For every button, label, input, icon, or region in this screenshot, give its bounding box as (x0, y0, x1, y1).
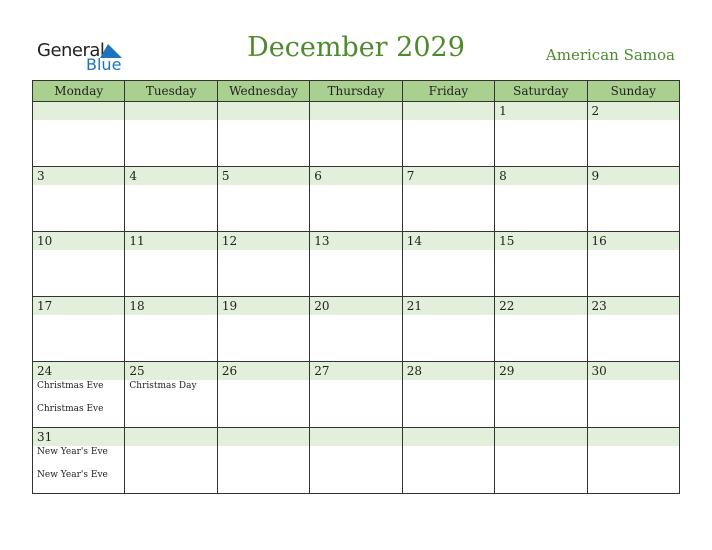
day-cell (495, 428, 587, 494)
day-number (403, 102, 494, 120)
week-row (33, 102, 680, 167)
day-cell (402, 297, 494, 362)
day-number: 12 (218, 232, 309, 250)
day-cell (125, 102, 217, 167)
day-number: 17 (33, 297, 124, 315)
day-cell (125, 428, 217, 494)
day-number: 11 (125, 232, 216, 250)
day-cell (217, 297, 309, 362)
day-number (218, 102, 309, 120)
day-number: 14 (403, 232, 494, 250)
day-number: 27 (310, 362, 401, 380)
day-cell (33, 167, 125, 232)
day-cell (402, 428, 494, 494)
day-cell (217, 102, 309, 167)
holiday-event: New Year's Eve (37, 470, 108, 480)
day-cell (310, 362, 402, 428)
day-number: 2 (588, 102, 679, 120)
day-cell (310, 428, 402, 494)
day-number: 20 (310, 297, 401, 315)
weekday-header: Monday (33, 81, 125, 102)
day-cell (217, 167, 309, 232)
region-label: American Samoa (545, 46, 675, 64)
day-number: 10 (33, 232, 124, 250)
day-number: 19 (218, 297, 309, 315)
brand-word-general: General (37, 40, 105, 61)
holiday-event: Christmas Eve (37, 404, 104, 414)
holiday-event: Christmas Eve (37, 381, 104, 391)
day-number (218, 428, 309, 446)
day-cell (587, 102, 679, 167)
day-number: 18 (125, 297, 216, 315)
day-cell (587, 232, 679, 297)
day-cell (310, 167, 402, 232)
day-number (125, 102, 216, 120)
day-cell (310, 297, 402, 362)
day-cell (217, 428, 309, 494)
day-number: 28 (403, 362, 494, 380)
day-number: 22 (495, 297, 586, 315)
calendar-grid (32, 80, 680, 494)
holiday-event: Christmas Day (129, 381, 197, 391)
weekday-header: Sunday (587, 81, 679, 102)
day-number: 26 (218, 362, 309, 380)
day-number (310, 428, 401, 446)
day-cell (125, 297, 217, 362)
day-cell (587, 362, 679, 428)
week-row (33, 232, 680, 297)
day-cell (587, 428, 679, 494)
day-cell (495, 362, 587, 428)
day-number: 16 (588, 232, 679, 250)
day-cell (310, 102, 402, 167)
weekday-header: Tuesday (125, 81, 217, 102)
day-number: 23 (588, 297, 679, 315)
week-row (33, 167, 680, 232)
calendar-title: December 2029 (247, 32, 465, 63)
day-number: 25 (125, 362, 216, 380)
weekday-header: Thursday (310, 81, 402, 102)
weekday-header: Wednesday (217, 81, 309, 102)
day-number (310, 102, 401, 120)
day-cell (217, 232, 309, 297)
holiday-event: New Year's Eve (37, 447, 108, 457)
event-list (125, 381, 216, 392)
day-number: 4 (125, 167, 216, 185)
day-cell (125, 362, 217, 428)
day-cell (217, 362, 309, 428)
day-number: 15 (495, 232, 586, 250)
day-number (403, 428, 494, 446)
day-number (33, 102, 124, 120)
day-cell (125, 232, 217, 297)
day-cell (402, 232, 494, 297)
day-cell (33, 102, 125, 167)
day-number (125, 428, 216, 446)
day-number: 7 (403, 167, 494, 185)
day-number: 21 (403, 297, 494, 315)
event-list (33, 381, 124, 415)
day-cell (495, 297, 587, 362)
day-number: 8 (495, 167, 586, 185)
day-number: 29 (495, 362, 586, 380)
day-number: 9 (588, 167, 679, 185)
day-cell (33, 297, 125, 362)
day-number: 31 (33, 428, 124, 446)
day-number: 13 (310, 232, 401, 250)
day-cell (587, 297, 679, 362)
day-number: 30 (588, 362, 679, 380)
day-cell (33, 428, 125, 494)
day-cell (33, 362, 125, 428)
weekday-header: Saturday (495, 81, 587, 102)
day-cell (495, 102, 587, 167)
day-number: 1 (495, 102, 586, 120)
weekday-header-row (33, 81, 680, 102)
event-list (33, 447, 124, 481)
day-number: 6 (310, 167, 401, 185)
day-cell (125, 167, 217, 232)
day-cell (587, 167, 679, 232)
week-row (33, 428, 680, 494)
day-cell (33, 232, 125, 297)
day-cell (402, 362, 494, 428)
day-cell (495, 167, 587, 232)
day-cell (310, 232, 402, 297)
day-number (588, 428, 679, 446)
weekday-header: Friday (402, 81, 494, 102)
day-cell (402, 167, 494, 232)
week-row (33, 297, 680, 362)
week-row (33, 362, 680, 428)
day-cell (495, 232, 587, 297)
day-number: 24 (33, 362, 124, 380)
day-number: 5 (218, 167, 309, 185)
day-number (495, 428, 586, 446)
day-number: 3 (33, 167, 124, 185)
day-cell (402, 102, 494, 167)
brand-word-blue: Blue (86, 55, 122, 74)
